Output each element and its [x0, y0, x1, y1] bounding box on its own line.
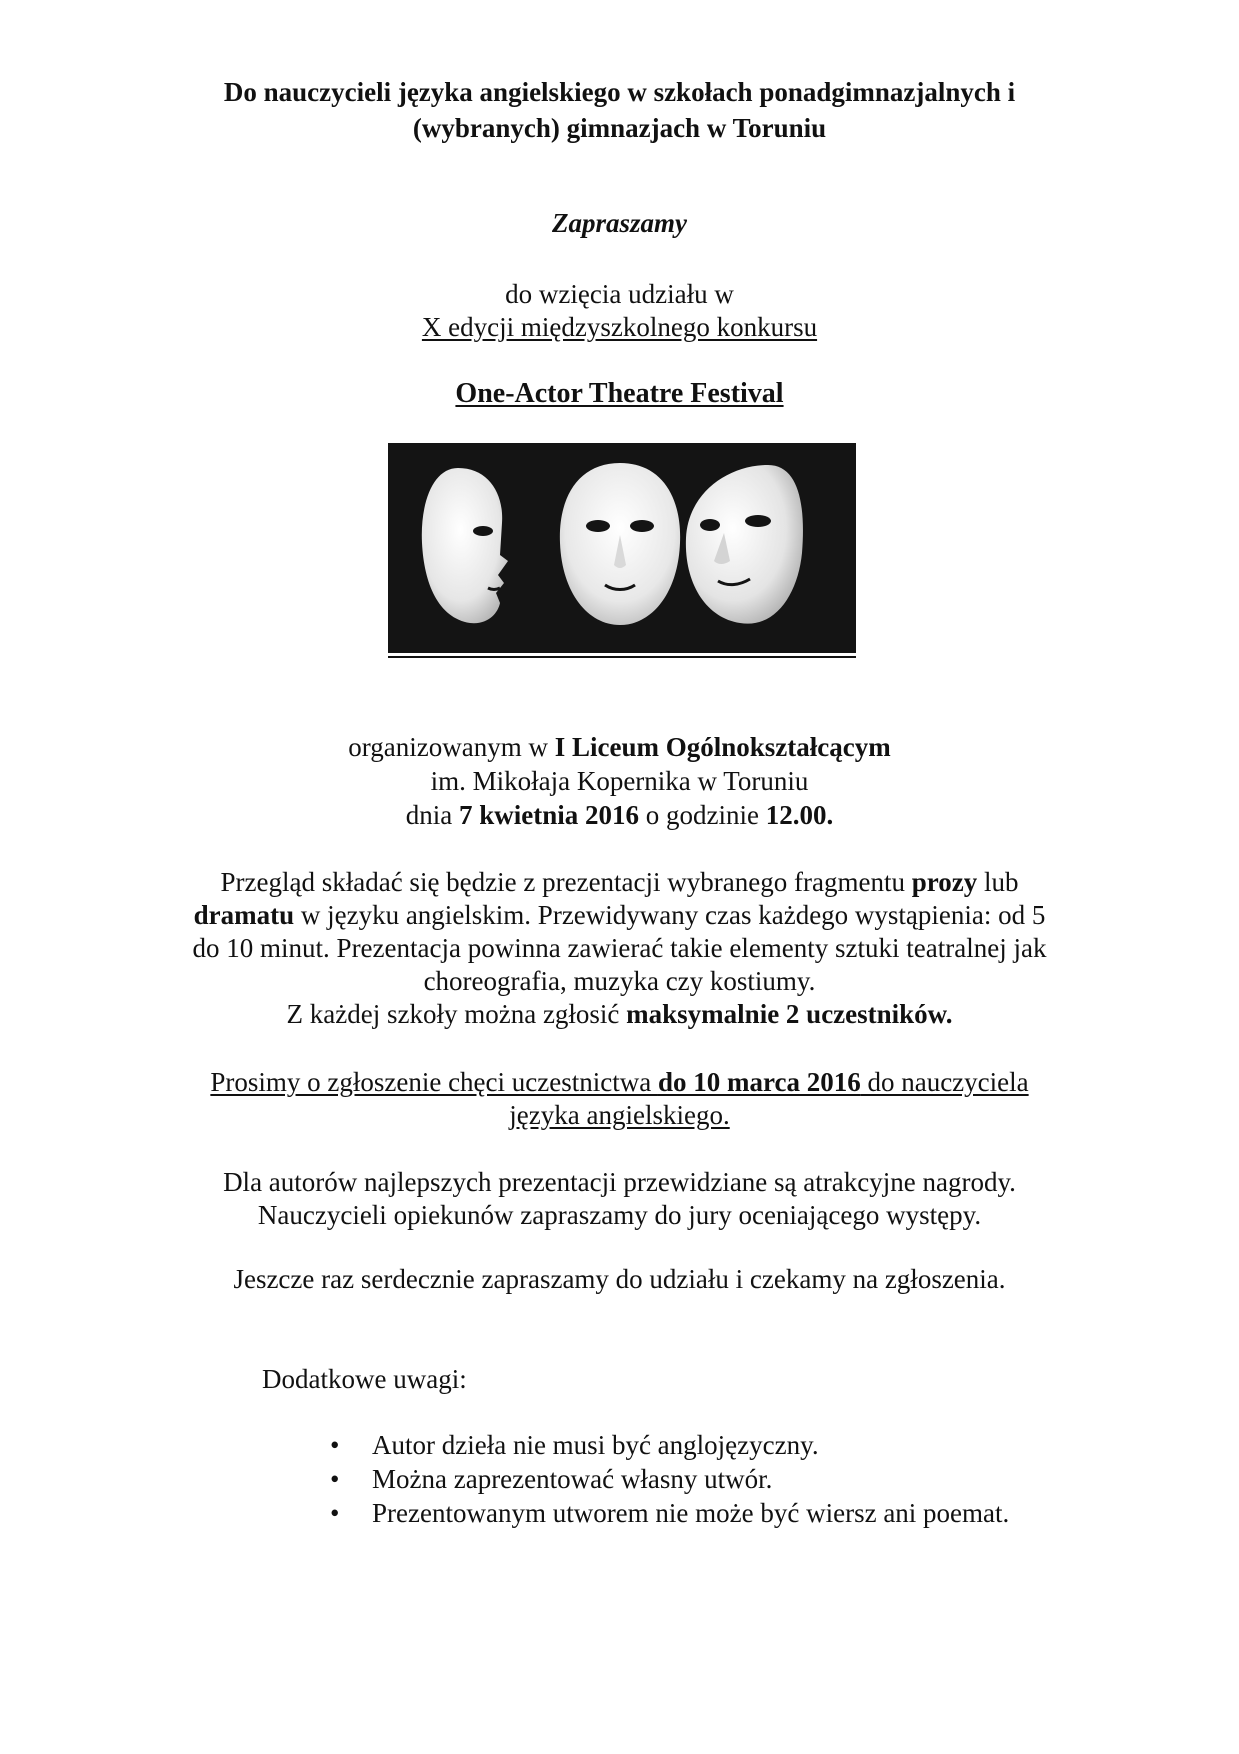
registration-deadline	[0, 1066, 1239, 1132]
deadline-text: Prosimy o zgłoszenie chęci uczestnictwa	[210, 1067, 658, 1097]
prizes-line-1: Dla autorów najlepszych prezentacji przewidziane są atrakcyjne nagrody.	[223, 1167, 1016, 1197]
venue-info	[0, 730, 1239, 832]
deadline-text: języka angielskiego.	[509, 1100, 730, 1130]
document-header	[120, 74, 1119, 146]
lead-line-2: X edycji międzyszkolnego konkursu	[421, 312, 818, 342]
left-mask	[422, 468, 508, 623]
festival-title: One-Actor Theatre Festival	[455, 378, 784, 409]
lead-text	[0, 278, 1239, 344]
festival-title-block	[0, 378, 1239, 410]
theatre-masks-image	[388, 443, 856, 653]
event-date: 7 kwietnia 2016	[459, 800, 640, 830]
event-time: 12.00.	[765, 800, 834, 830]
invitation-heading: Zapraszamy	[552, 208, 687, 238]
notes-list	[330, 1428, 1009, 1530]
school-patron: im. Mikołaja Kopernika w Toruniu	[430, 766, 809, 796]
max-participants: maksymalnie 2 uczestników.	[626, 999, 953, 1029]
closing-text: Jeszcze raz serdecznie zapraszamy do udziału i czekamy na zgłoszenia.	[233, 1264, 1006, 1294]
list-item: • Można zaprezentować własny utwór.	[330, 1462, 1009, 1496]
time-prefix: o godzinie	[639, 800, 766, 830]
school-name: I Liceum Ogólnokształcącym	[554, 732, 891, 762]
lead-line-1: do wzięcia udziału w	[505, 279, 734, 309]
desc-text: choreografia, muzyka czy kostiumy.	[423, 966, 816, 996]
desc-text: w języku angielskim. Przewidywany czas każdego wystąpienia: od 5	[294, 900, 1046, 930]
desc-bold-prose: prozy	[911, 867, 978, 897]
deadline-text: do nauczyciela	[860, 1067, 1029, 1097]
image-underline	[388, 656, 856, 658]
masks-illustration	[388, 443, 856, 653]
middle-mask	[560, 463, 680, 625]
notes-title: Dodatkowe uwagi:	[262, 1364, 467, 1394]
desc-bold-drama: dramatu	[193, 900, 295, 930]
header-line-1: Do nauczycieli języka angielskiego w szkołach ponadgimnazjalnych i	[223, 77, 1016, 107]
desc-text: Z każdej szkoły można zgłosić	[286, 999, 627, 1029]
prizes-info	[0, 1166, 1239, 1232]
deadline-date: do 10 marca 2016	[657, 1067, 861, 1097]
prizes-line-2: Nauczycieli opiekunów zapraszamy do jury oceniającego występy.	[257, 1200, 982, 1230]
venue-prefix: organizowanym w	[348, 732, 555, 762]
desc-text: do 10 minut. Prezentacja powinna zawierać takie elementy sztuki teatralnej jak	[192, 933, 1047, 963]
date-prefix: dnia	[405, 800, 459, 830]
right-mask	[686, 465, 803, 624]
header-line-2: (wybranych) gimnazjach w Toruniu	[412, 113, 827, 143]
list-item: • Autor dzieła nie musi być anglojęzyczny.	[330, 1428, 1009, 1462]
desc-text: Przegląd składać się będzie z prezentacji wybranego fragmentu	[220, 867, 912, 897]
description	[140, 866, 1099, 1031]
list-item: • Prezentowanym utworem nie może być wiersz ani poemat.	[330, 1496, 1009, 1530]
desc-text: lub	[977, 867, 1019, 897]
